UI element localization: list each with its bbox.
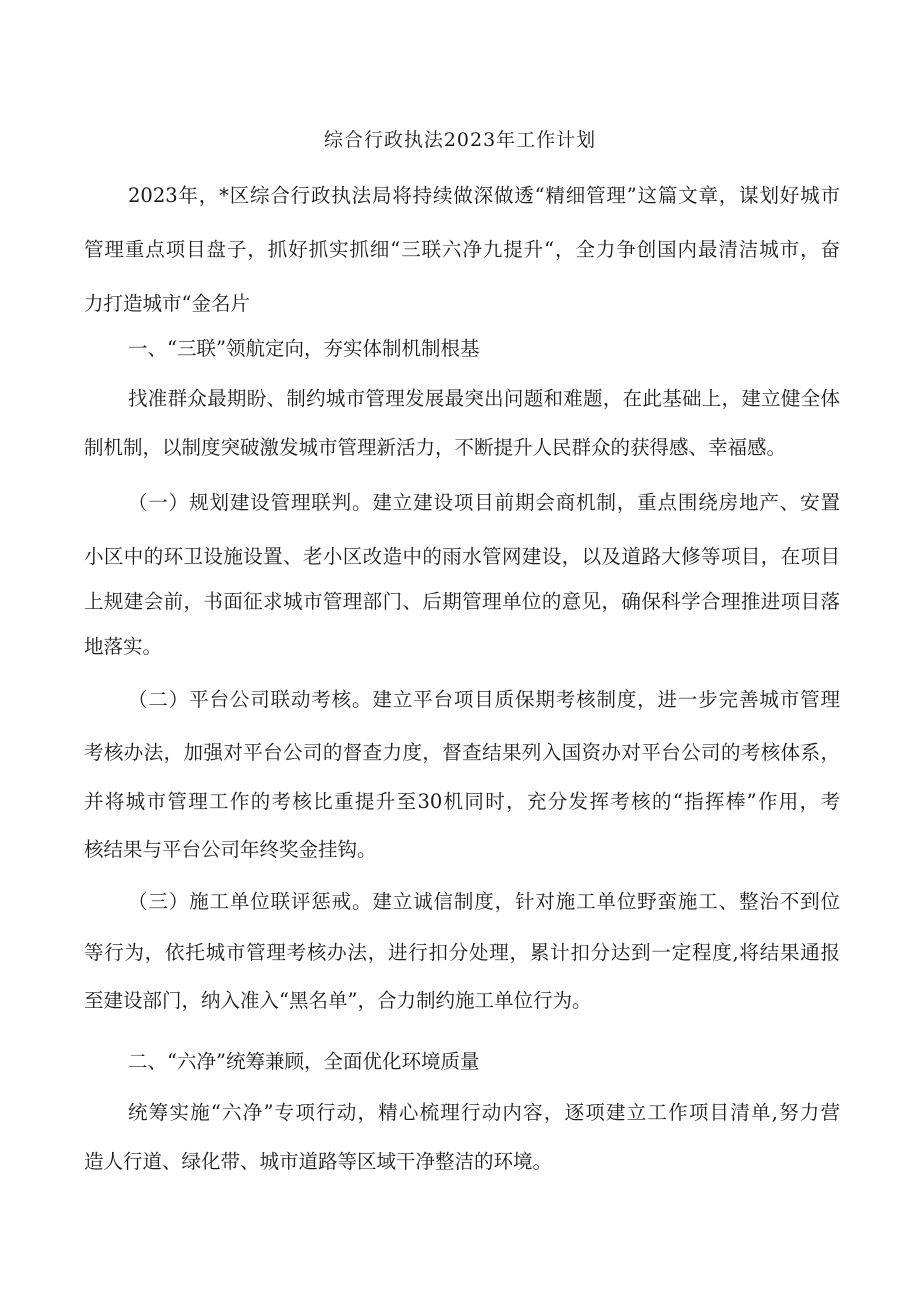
intro-line: 力打造城市“金名片 xyxy=(84,292,250,315)
intro-line: 管理重点项目盘子，抓好抓实抓细“三联六净九提升“，全力争创国内最清洁城市，奋 xyxy=(84,238,840,261)
item-line: 小区中的环卫设施设置、老小区改造中的雨水管网建设，以及道路大修等项目，在项目 xyxy=(84,545,840,568)
item-line: 等行为，依托城市管理考核办法，进行扣分处理，累计扣分达到一定程度,将结果通报 xyxy=(84,941,840,964)
item-line: 地落实。 xyxy=(84,635,163,658)
paragraph-line: 找准群众最期盼、制约城市管理发展最突出问题和难题，在此基础上，建立健全体 xyxy=(128,387,840,410)
item-line: 核结果与平台公司年终奖金挂钩。 xyxy=(84,838,377,861)
item-line: 并将城市管理工作的考核比重提升至30机同时，充分发挥考核的“指挥棒”作用，考 xyxy=(84,790,840,813)
item-line: （三）施工单位联评惩戒。建立诚信制度，针对施工单位野蛮施工、整治不到位 xyxy=(128,890,840,913)
item-line: （二）平台公司联动考核。建立平台项目质保期考核制度，进一步完善城市管理 xyxy=(128,688,840,711)
paragraph-line: 造人行道、绿化带、城市道路等区域干净整洁的环境。 xyxy=(84,1150,553,1173)
document-title: 综合行政执法2023年工作计划 xyxy=(323,129,597,151)
section-heading: 二、“六净”统筹兼顾，全面优化环境质量 xyxy=(128,1050,480,1073)
item-line: 至建设部门，纳入准入“黑名单”，合力制约施工单位行为。 xyxy=(84,989,592,1012)
item-line: 上规建会前，书面征求城市管理部门、后期管理单位的意见，确保科学合理推进项目落 xyxy=(84,590,840,613)
item-line: 考核办法，加强对平台公司的督查力度，督查结果列入国资办对平台公司的考核体系， xyxy=(84,741,840,764)
paragraph-line: 制机制，以制度突破激发城市管理新活力，不断提升人民群众的获得感、幸福感。 xyxy=(84,436,787,459)
intro-line: 2023年，*区综合行政执法局将持续做深做透“精细管理”这篇文章，谋划好城市 xyxy=(128,184,840,207)
item-line: （一）规划建设管理联判。建立建设项目前期会商机制，重点围绕房地产、安置 xyxy=(128,491,840,514)
paragraph-line: 统筹实施“六净”专项行动，精心梳理行动内容，逐项建立工作项目清单,努力营 xyxy=(128,1101,840,1124)
section-heading: 一、“三联”领航定向，夯实体制机制根基 xyxy=(128,337,480,360)
